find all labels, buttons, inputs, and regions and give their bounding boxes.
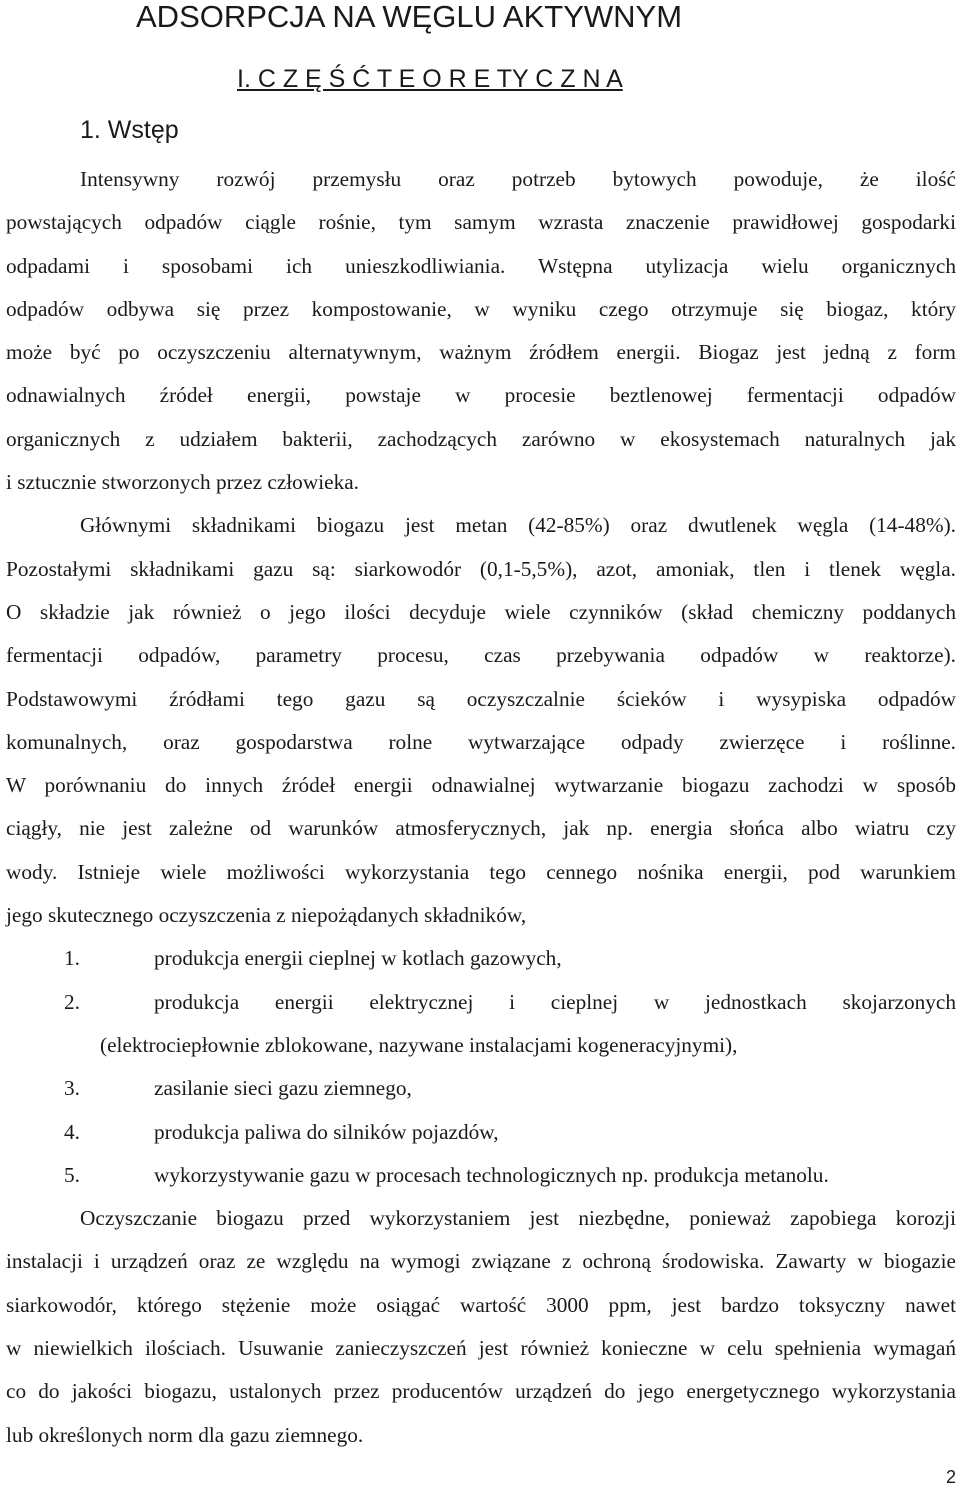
paragraph-line: Podstawowymi źródłami tego gazu są oczyszczalnie ścieków i wysypiska odpadów [6, 686, 956, 711]
paragraph-line: komunalnych, oraz gospodarstwa rolne wytwarzające odpady zwierzęce i roślinne. [6, 729, 956, 754]
body-text [6, 158, 956, 1457]
paragraph-line: Pozostałymi składnikami gazu są: siarkowodór (0,1-5,5%), azot, amoniak, tlen i tlenek węgla. [6, 556, 956, 581]
list-item-number: 2. [64, 989, 80, 1014]
list-item-number: 5. [64, 1162, 80, 1187]
list-item-text: zasilanie sieci gazu ziemnego, [154, 1076, 412, 1101]
section-heading: 1. Wstęp [80, 116, 179, 144]
paragraph-line: wody. Istnieje wiele możliwości wykorzystania tego cennego nośnika energii, pod warunkiem [6, 859, 956, 884]
document-title: ADSORPCJA NA WĘGLU AKTYWNYM [136, 0, 683, 34]
paragraph-line: lub określonych norm dla gazu ziemnego. [6, 1422, 364, 1447]
list-item [6, 1111, 956, 1154]
list-item [6, 981, 956, 1024]
paragraph-line: co do jakości biogazu, ustalonych przez producentów urządzeń do jego energetycznego wykorzystania [6, 1379, 956, 1404]
paragraph-line: może być po oczyszczeniu alternatywnym, ważnym źródłem energii. Biogaz jest jedną z form [6, 340, 956, 365]
paragraph-line: odpadami i sposobami ich unieszkodliwiania. Wstępna utylizacja wielu organicznych [6, 253, 956, 278]
page-number: 2 [945, 1467, 956, 1487]
list-item-text: wykorzystywanie gazu w procesach technologicznych np. produkcja metanolu. [154, 1162, 829, 1187]
list-item-text: produkcja energii elektrycznej i cieplnej w jednostkach skojarzonych [154, 989, 956, 1014]
paragraph-line: ciągły, nie jest zależne od warunków atmosferycznych, jak np. energia słońca albo wiatru czy [6, 816, 956, 841]
list-item-text: produkcja paliwa do silników pojazdów, [154, 1119, 499, 1144]
list-item [6, 1067, 956, 1110]
paragraph-line: Intensywny rozwój przemysłu oraz potrzeb bytowych powoduje, że ilość [80, 167, 956, 191]
list-item-number: 1. [64, 946, 80, 971]
list-item [6, 1154, 956, 1197]
paragraph-line: fermentacji odpadów, parametry procesu, czas przebywania odpadów w reaktorze). [6, 643, 956, 668]
paragraph-line: powstających odpadów ciągle rośnie, tym samym wzrasta znaczenie prawidłowej gospodarki [6, 210, 956, 235]
paragraph-line: instalacji i urządzeń oraz ze względu na wymogi związane z ochroną środowiska. Zawarty w biogazie [6, 1249, 956, 1274]
paragraph-line: Głównymi składnikami biogazu jest metan (42-85%) oraz dwutlenek węgla (14-48%). [80, 513, 956, 538]
paragraph-line: jego skutecznego oczyszczenia z niepożądanych składników, [6, 903, 527, 928]
paragraph-line: odpadów odbywa się przez kompostowanie, w wyniku czego otrzymuje się biogaz, który [6, 296, 956, 321]
list-item-text: produkcja energii cieplnej w kotlach gazowych, [154, 946, 562, 971]
paragraph-line: organicznych z udziałem bakterii, zachodzących zarówno w ekosystemach naturalnych jak [6, 426, 956, 451]
list-item [6, 937, 956, 980]
paragraph-line: w niewielkich ilościach. Usuwanie zanieczyszczeń jest również konieczne w celu spełnienia wymagań [6, 1336, 956, 1361]
paragraph-line: Oczyszczanie biogazu przed wykorzystaniem jest niezbędne, ponieważ zapobiega korozji [80, 1206, 956, 1231]
paragraph-line: siarkowodór, którego stężenie może osiągać wartość 3000 ppm, jest bardzo toksyczny nawet [6, 1292, 956, 1317]
paragraph-line: O składzie jak również o jego ilości decyduje wiele czynników (skład chemiczny poddanych [6, 599, 956, 624]
paragraph-line: odnawialnych źródeł energii, powstaje w procesie beztlenowej fermentacji odpadów [6, 383, 956, 408]
paragraph-line: i sztucznie stworzonych przez człowieka. [6, 470, 360, 495]
list-item-number: 3. [64, 1076, 80, 1101]
part-heading: I. C Z Ę Ś Ć T E O R E TY C Z N A [237, 65, 623, 93]
list-item-continuation: (elektrociepłownie zblokowane, nazywane instalacjami kogeneracyjnymi), [100, 1032, 738, 1057]
paragraph-line: W porównaniu do innych źródeł energii odnawialnej wytwarzanie biogazu zachodzi w sposób [6, 773, 956, 798]
list-item-number: 4. [64, 1119, 80, 1144]
